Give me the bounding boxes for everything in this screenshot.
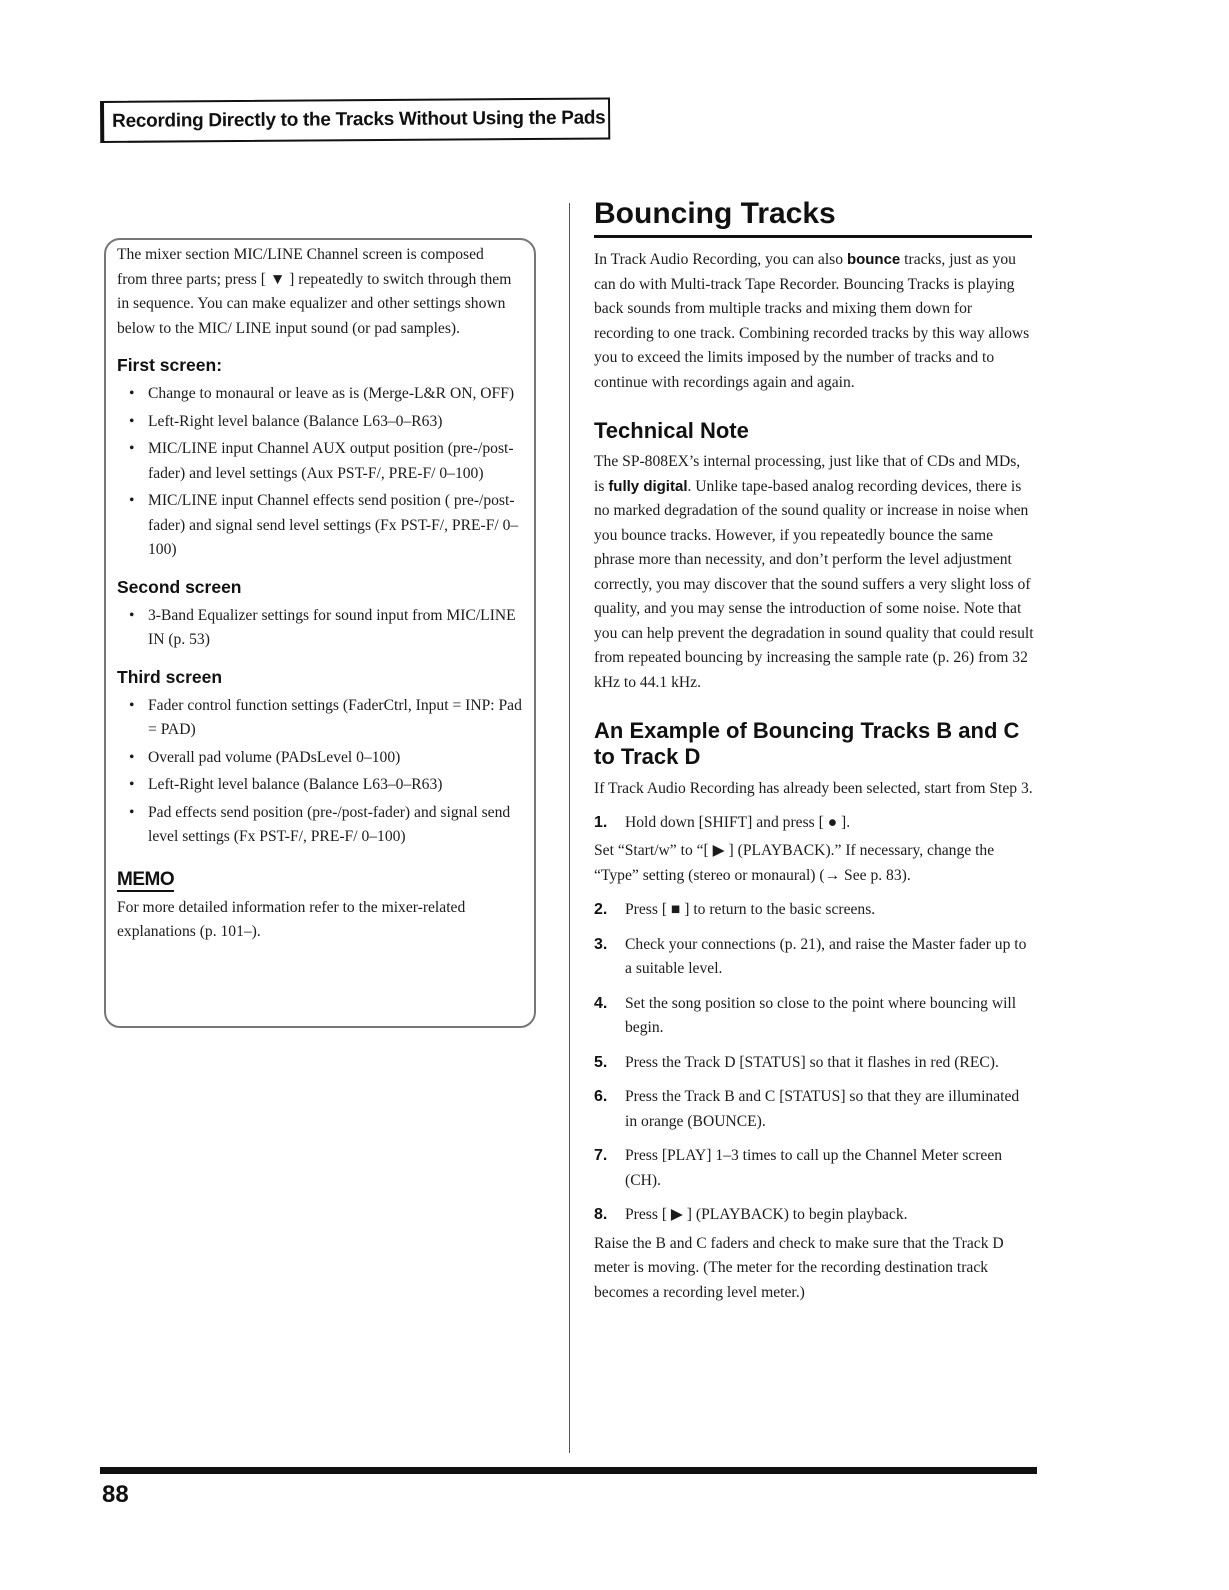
- example-intro: If Track Audio Recording has already been selected, start from Step 3.: [594, 780, 1033, 797]
- list-item: • MIC/LINE input Channel AUX output position (pre-/post-fader) and level settings (Aux PST-F/, PRE-F/ 0–100): [117, 437, 532, 486]
- bouncing-intro-text: tracks, just as you can do with Multi-track Tape Recorder. Bouncing Tracks is playing back sounds from multiple tracks and mixing them down for recording to one track. Combining recorded tracks by this way allows you to exceed the limits imposed by the number of tracks and to continue with recordings again and again.: [594, 251, 1030, 391]
- step-note: [594, 839, 1034, 888]
- example-heading: An Example of Bouncing Tracks B and C to Track D: [594, 718, 1020, 769]
- list-item: • Left-Right level balance (Balance L63–0–R63): [117, 410, 532, 435]
- technical-note-text: [594, 450, 1034, 695]
- title-rule: [594, 235, 1032, 238]
- step-item: [594, 1144, 1034, 1193]
- list-item: • Change to monaural or leave as is (Merge-L&R ON, OFF): [117, 382, 532, 407]
- memo-panel: [117, 243, 532, 945]
- step1-note: Set “Start/w” to “[ ▶ ] (PLAYBACK).” If necessary, change the “Type” setting (stereo or monaural) (→ See p. 83).: [594, 842, 995, 884]
- list-item: • Overall pad volume (PADsLevel 0–100): [117, 746, 532, 771]
- third-screen-heading: Third screen: [117, 666, 223, 687]
- step-number: 4.: [594, 994, 608, 1012]
- step-text: Press [ ▶ ] (PLAYBACK) to begin playback.: [625, 1206, 908, 1223]
- memo-text: For more detailed information refer to the mixer-related explanations (p. 101–).: [117, 898, 466, 940]
- first-screen-heading: First screen:: [117, 355, 223, 375]
- step-number: 2.: [594, 901, 608, 918]
- section-header-title: Recording Directly to the Tracks Without Using the Pads: [112, 107, 606, 132]
- second-screen-heading: Second screen: [117, 576, 242, 597]
- column-divider: [569, 203, 570, 1453]
- step-item: [594, 898, 1034, 923]
- main-column: [594, 195, 1034, 1305]
- page-title: Bouncing Tracks: [594, 197, 836, 230]
- step-text: Check your connections (p. 21), and raise the Master fader up to a suitable level.: [625, 935, 1027, 977]
- second-screen-list: [117, 604, 532, 653]
- list-item: • MIC/LINE input Channel effects send position ( pre-/post-fader) and signal send level settings (Fx PST-F/, PRE-F/ 0–100): [117, 489, 532, 563]
- step-text: Press the Track D [STATUS] so that it flashes in red (REC).: [625, 1053, 999, 1071]
- step-number: 3.: [594, 935, 608, 953]
- step-text: Press the Track B and C [STATUS] so that they are illuminated in orange (BOUNCE).: [625, 1088, 1020, 1130]
- bounce-keyword: bounce: [846, 251, 901, 268]
- step8-note: Raise the B and C faders and check to make sure that the Track D meter is moving. (The meter for the recording destination track becomes a recording level meter.): [594, 1234, 1004, 1301]
- step-number: 8.: [594, 1206, 608, 1223]
- step-item: [594, 933, 1034, 982]
- footer-rule: [100, 1467, 1037, 1474]
- technical-note-heading: Technical Note: [594, 418, 749, 443]
- third-screen-list: [117, 694, 532, 850]
- step-text: Press [PLAY] 1–3 times to call up the Channel Meter screen (CH).: [625, 1147, 1003, 1189]
- section-header: [100, 97, 610, 143]
- bouncing-intro: [594, 248, 1034, 395]
- technical-note-body: The SP-808EX’s internal processing, just like that of CDs and MDs, is: [594, 453, 1021, 495]
- step-text: Press [ ■ ] to return to the basic screens.: [625, 901, 876, 918]
- step-item: [594, 1203, 1034, 1228]
- step-text: Set the song position so close to the point where bouncing will begin.: [625, 994, 1017, 1036]
- list-item: • Fader control function settings (FaderCtrl, Input = INP: Pad = PAD): [117, 694, 532, 743]
- memo-intro: The mixer section MIC/LINE Channel screen is composed from three parts; press [ ▼ ] repeatedly to switch through them in sequence. You can make equalizer and other settings shown below to the MIC/ LINE input sound (or pad samples).: [117, 246, 512, 337]
- list-item: • Pad effects send position (pre-/post-fader) and signal send level settings (Fx PST-F/, PRE-F/ 0–100): [117, 801, 532, 850]
- page-number: 88: [102, 1481, 129, 1508]
- steps-list: [594, 811, 1034, 1306]
- list-item: • Left-Right level balance (Balance L63–0–R63): [117, 773, 532, 798]
- step-number: 6.: [594, 1088, 608, 1105]
- step-text: Hold down [SHIFT] and press [ ● ].: [625, 813, 851, 831]
- memo-icon: MEMO: [117, 868, 175, 890]
- step-note: [594, 1232, 1034, 1306]
- step-number: 7.: [594, 1147, 608, 1164]
- technical-note-body: . Unlike tape-based analog recording devices, there is no marked degradation of the sound quality or increase in noise when you bounce tracks. However, if you repeatedly bounce the same phrase more than necessity, and don’t perform the level adjustment correctly, you may discover that the sound suffers a very slight loss of quality, and you may sense the introduction of some noise. Note that you can help prevent the degradation in sound quality that could result from repeated bouncing by increasing the sample rate (p. 26) from 32 kHz to 44.1 kHz.: [594, 477, 1034, 691]
- step-number: 1.: [594, 813, 608, 831]
- step-number: 5.: [594, 1053, 608, 1071]
- fully-digital-keyword: fully digital: [608, 477, 688, 495]
- step-item: [594, 811, 1034, 836]
- list-item: • 3-Band Equalizer settings for sound input from MIC/LINE IN (p. 53): [117, 604, 532, 653]
- first-screen-list: [117, 382, 532, 563]
- step-item: [594, 1085, 1034, 1134]
- step-item: [594, 992, 1034, 1041]
- bouncing-intro-text: In Track Audio Recording, you can also: [594, 251, 847, 268]
- step-item: [594, 1051, 1034, 1076]
